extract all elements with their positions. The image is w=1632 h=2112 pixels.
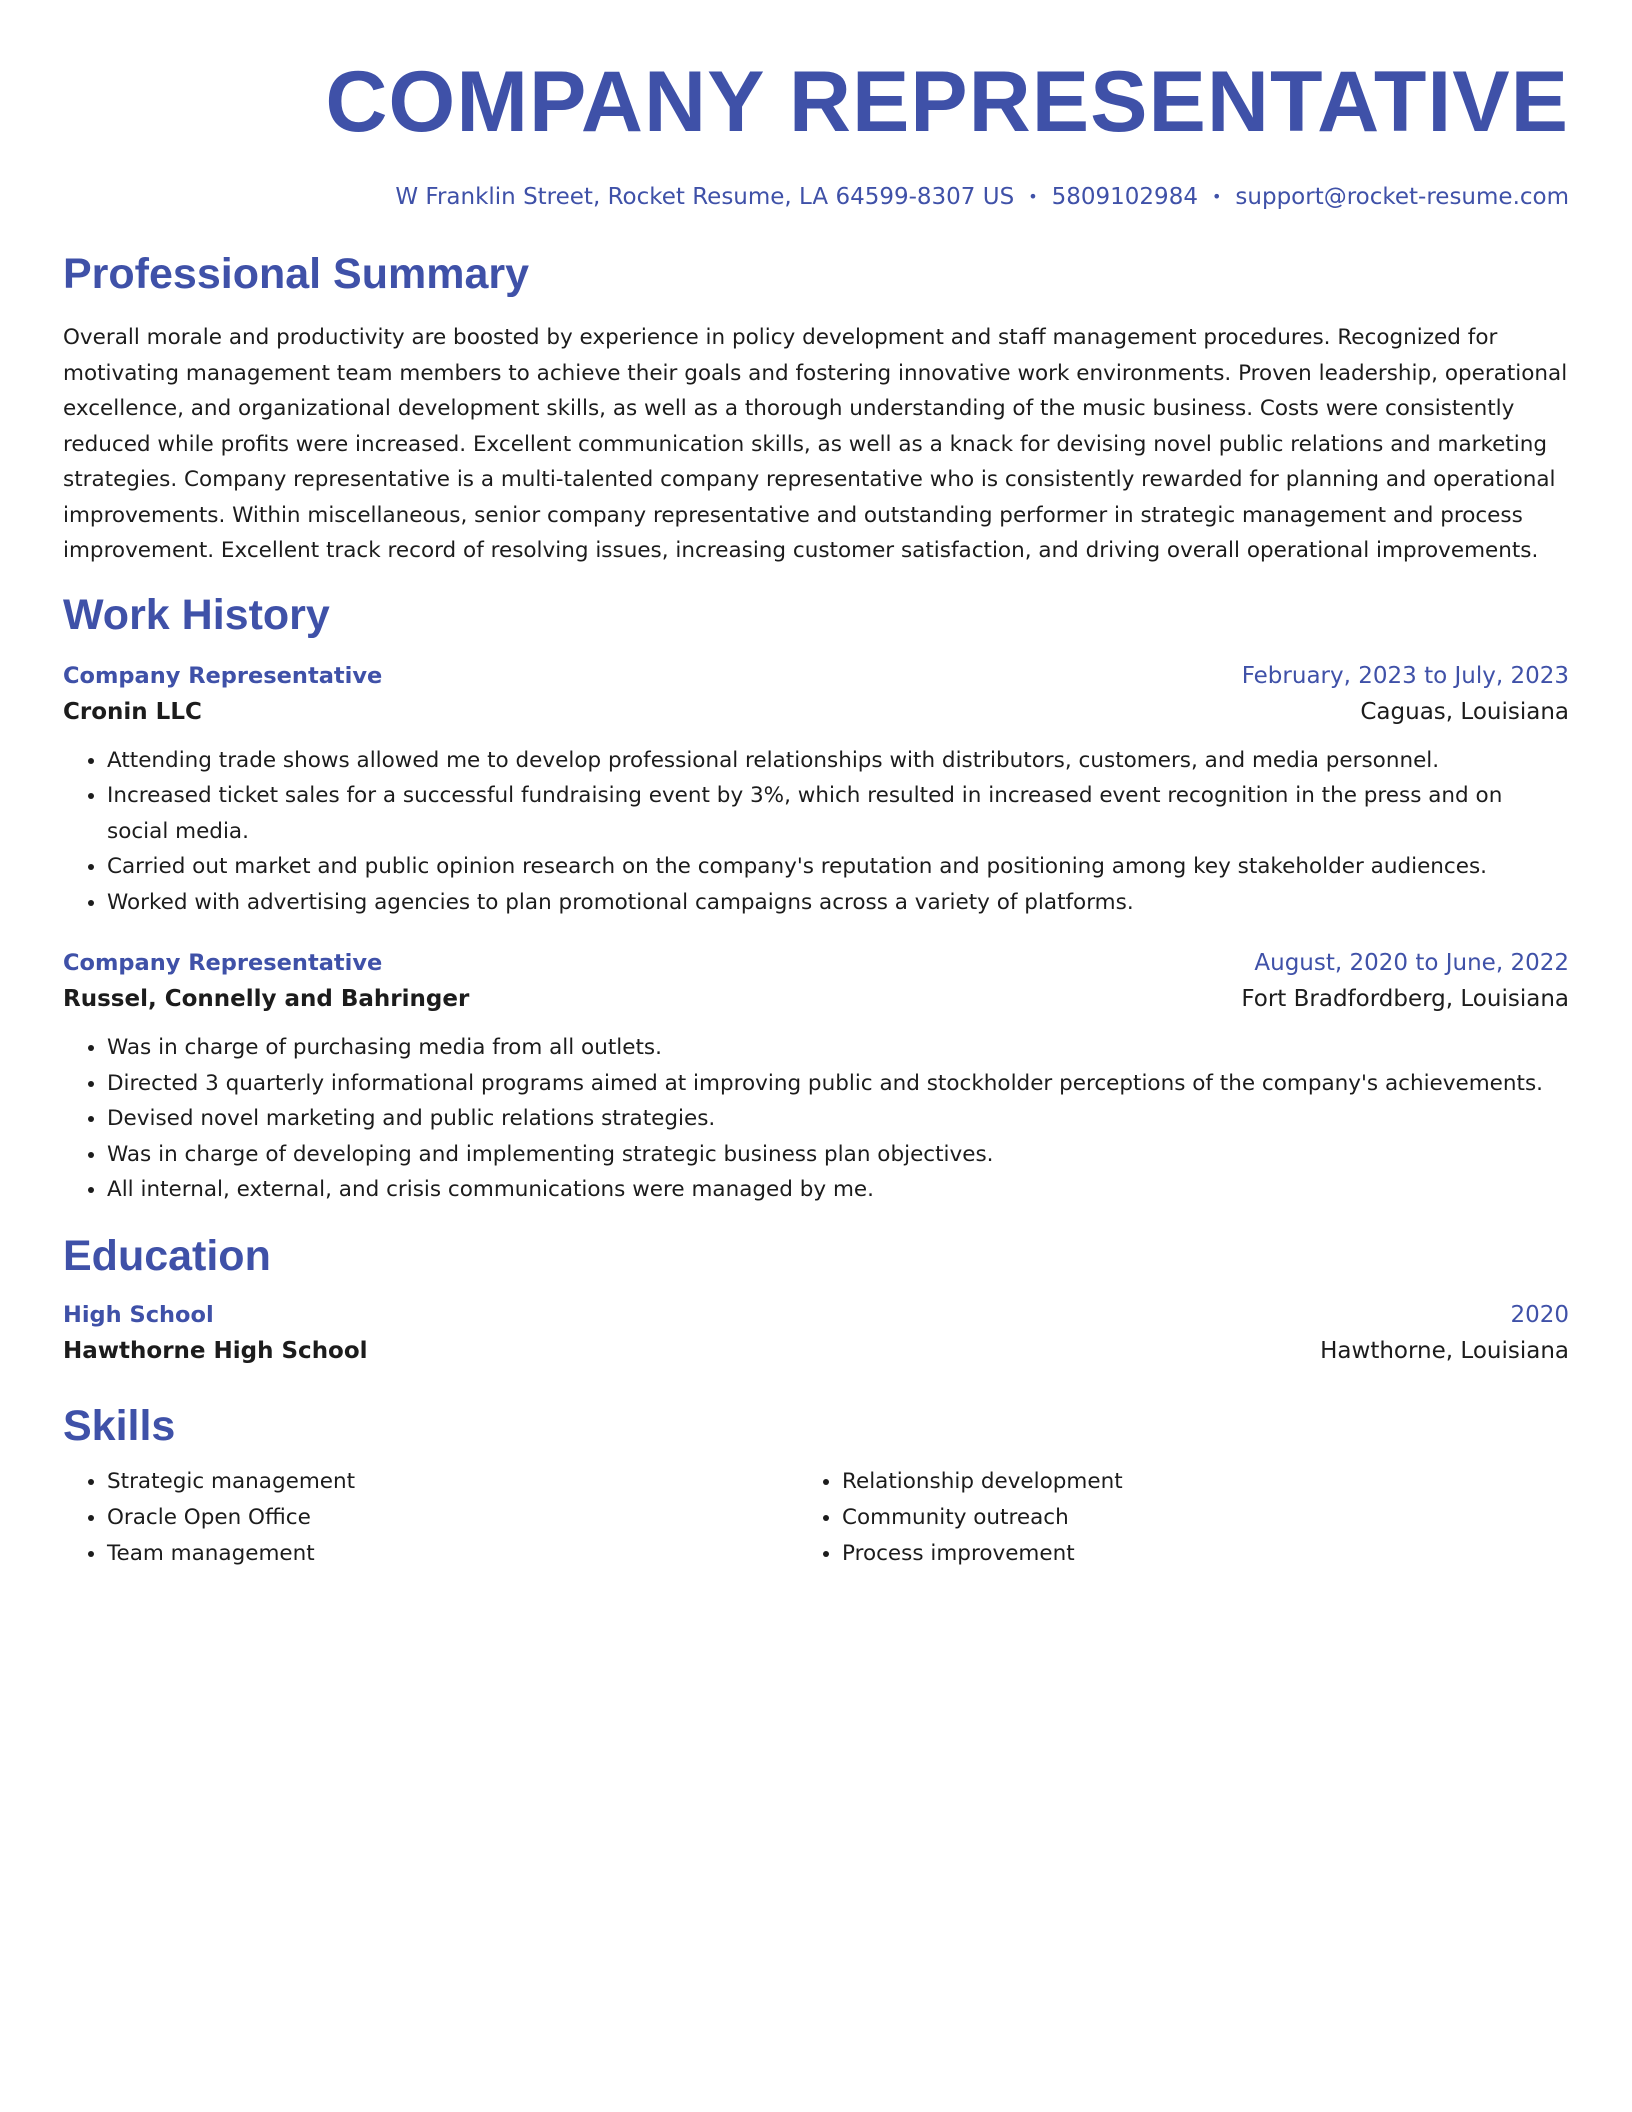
education-year: 2020 (1510, 1301, 1569, 1328)
job-entry (63, 946, 1569, 1208)
job-role: Company Representative (63, 662, 383, 689)
job-bullet: • Was in charge of purchasing media from all outlets. (107, 1030, 1569, 1066)
job-bullet: • All internal, external, and crisis communications were managed by me. (107, 1172, 1569, 1208)
job-bullets (63, 743, 1569, 921)
job-dates: February, 2023 to July, 2023 (1241, 662, 1569, 689)
education-entry (63, 1298, 1569, 1370)
job-bullet: • Attending trade shows allowed me to develop professional relationships with distributors, customers, and media personnel. (107, 743, 1569, 779)
separator-dot: • (1211, 187, 1222, 206)
skills-column-right (798, 1464, 1533, 1572)
email-link[interactable]: support@rocket-resume.com (1235, 184, 1569, 210)
job-bullet: • Increased ticket sales for a successful fundraising event by 3%, which resulted in increased event recognition in the press and on social media. (107, 778, 1569, 849)
skill-item: • Relationship development (842, 1464, 1533, 1500)
skills-list (63, 1464, 1569, 1572)
separator-dot: • (1028, 187, 1038, 206)
job-company: Russel, Connelly and Bahringer (63, 986, 470, 1012)
phone: 5809102984 (1051, 184, 1198, 210)
education-heading: Education (63, 1231, 271, 1280)
job-bullet: • Directed 3 quarterly informational programs aimed at improving public and stockholder perceptions of the company's achievements. (107, 1066, 1569, 1102)
education-location: Hawthorne, Louisiana (1320, 1337, 1569, 1364)
summary-text: Overall morale and productivity are boosted by experience in policy development and staff management procedures. Recognized for motivating management team members to achieve their goals and fostering innovative work environments. Proven leadership, operational excellence, and organizational development skills, as well as a thorough understanding of the music business. Costs were consistently reduced while profits were increased. Excellent communication skills, as well as a knack for devising novel public relations and marketing strategies. Company representative is a multi-talented company representative who is consistently rewarded for planning and operational improvements. Within miscellaneous, senior company representative and outstanding performer in strategic management and process improvement. Excellent track record of resolving issues, increasing customer satisfaction, and driving overall operational improvements. (63, 325, 1568, 563)
skills-column-left (63, 1464, 798, 1572)
skill-item: • Process improvement (842, 1536, 1533, 1572)
summary-heading: Professional Summary (63, 250, 530, 298)
candidate-name: COMPANY REPRESENTATIVE (325, 54, 1569, 150)
skill-item: • Strategic management (107, 1464, 798, 1500)
job-company: Cronin LLC (63, 698, 202, 725)
work-history-heading: Work History (63, 590, 330, 639)
job-bullet: • Worked with advertising agencies to plan promotional campaigns across a variety of platforms. (107, 885, 1569, 921)
address: W Franklin Street, Rocket Resume, LA 64599-8307 US (395, 184, 1015, 210)
skill-item: • Team management (107, 1536, 798, 1572)
skill-item: • Community outreach (842, 1500, 1533, 1536)
job-location: Caguas, Louisiana (1360, 698, 1569, 725)
job-bullet: • Carried out market and public opinion research on the company's reputation and positioning among key stakeholder audiences. (107, 849, 1569, 885)
education-degree: High School (63, 1301, 214, 1328)
skills-heading: Skills (63, 1401, 176, 1450)
job-entry (63, 659, 1569, 921)
skill-item: • Oracle Open Office (107, 1500, 798, 1536)
contact-line (63, 182, 1569, 212)
job-role: Company Representative (63, 950, 383, 976)
job-location: Fort Bradfordberg, Louisiana (1241, 986, 1569, 1012)
job-bullet: • Was in charge of developing and implementing strategic business plan objectives. (107, 1137, 1569, 1173)
job-dates: August, 2020 to June, 2022 (1254, 950, 1569, 976)
job-bullets (63, 1030, 1569, 1208)
education-school: Hawthorne High School (63, 1337, 368, 1364)
job-bullet: • Devised novel marketing and public relations strategies. (107, 1101, 1569, 1137)
